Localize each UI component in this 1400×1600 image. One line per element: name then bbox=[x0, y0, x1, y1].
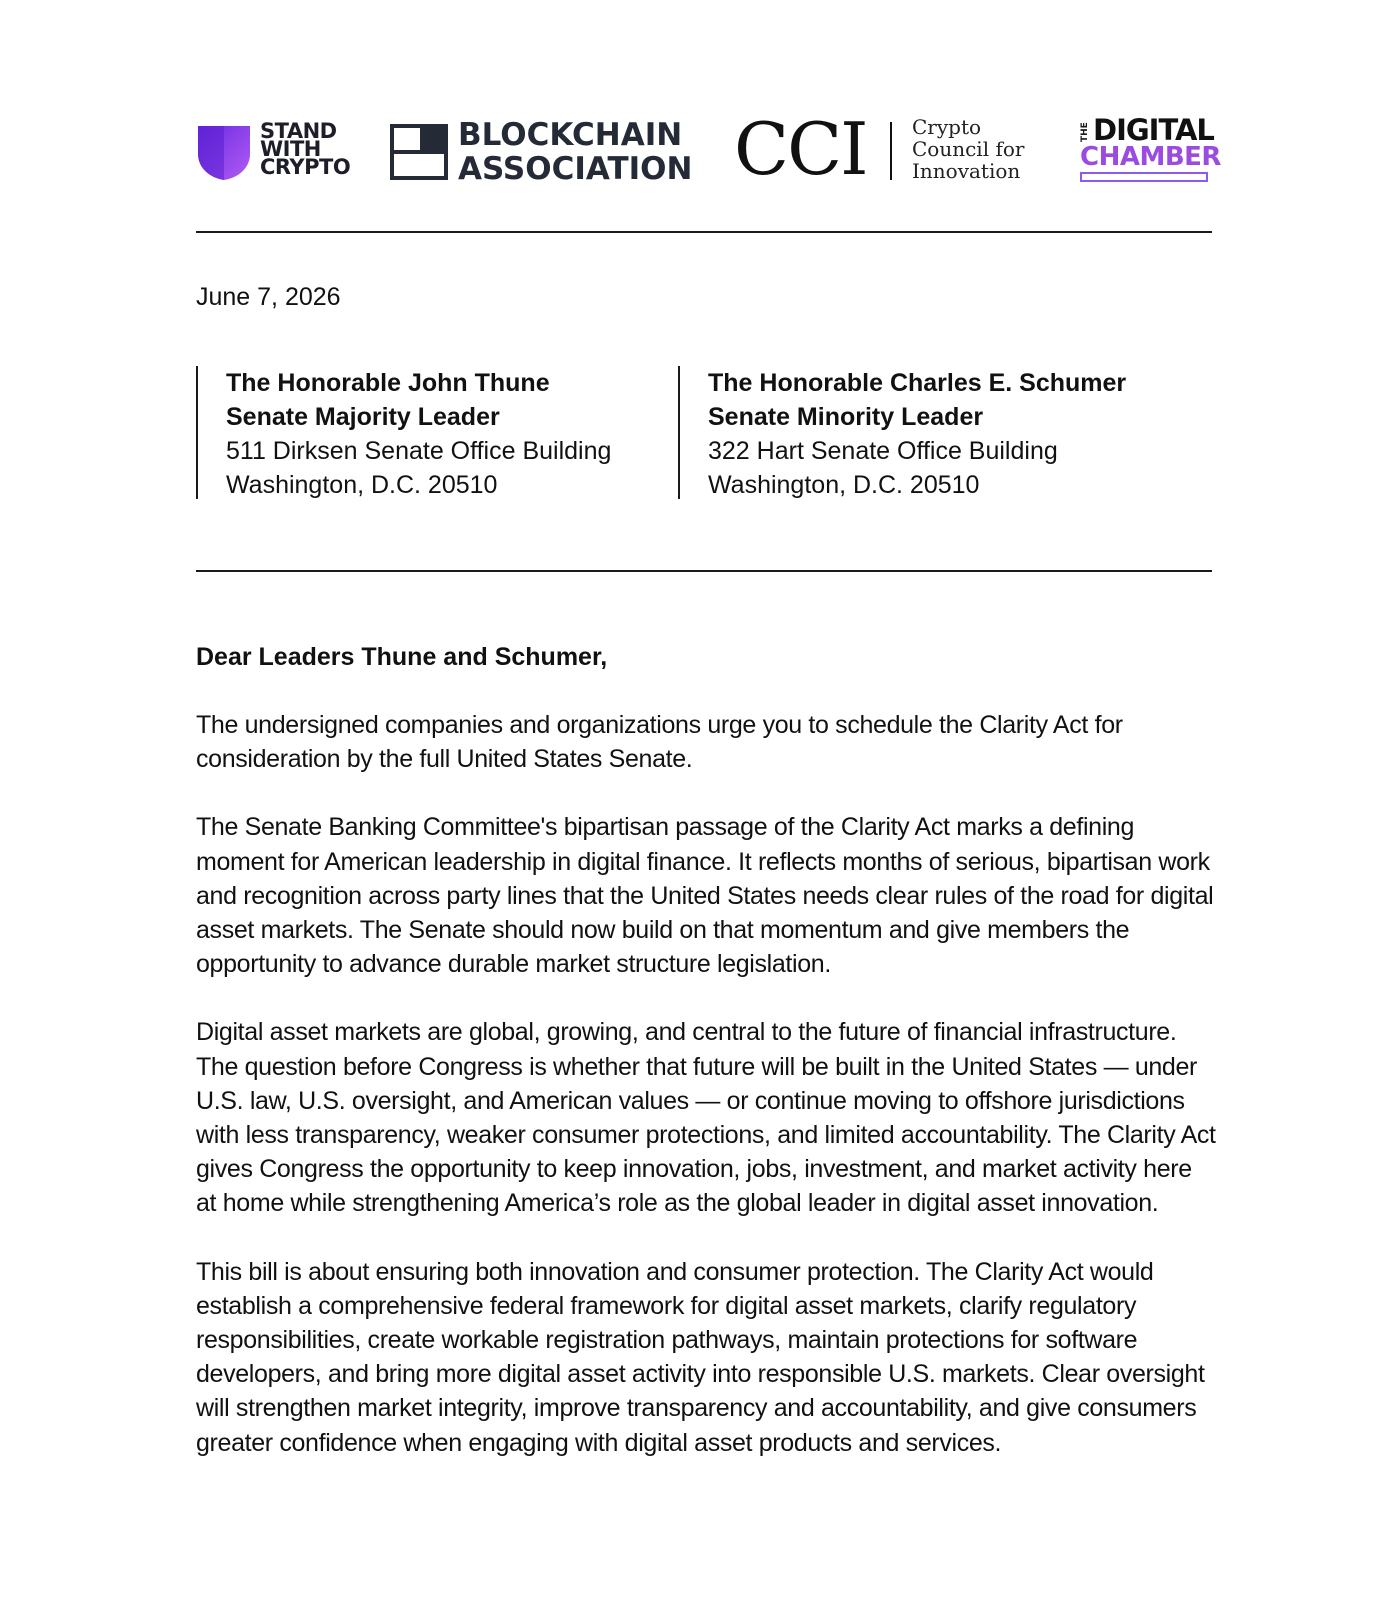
cci-mark: CCI bbox=[734, 107, 867, 191]
bca-word-1: BLOCKCHAIN bbox=[458, 117, 683, 153]
paragraph-4: This bill is about ensuring both innovation and consumer protection. The Clarity Act would establish a comprehensive federal framework for digital asset markets, clarify regulatory responsibilities, create workable registration pathways, maintain protections for software developers, and bring more digital asset activity into responsible U.S. markets. Clear oversight will strengthen market integrity, improve transparency and accountability, and give consumers greater confidence when engaging with digital asset products and services. bbox=[196, 1257, 1205, 1457]
address-divider bbox=[196, 570, 1212, 572]
letter-body bbox=[196, 640, 1216, 1494]
cci-divider bbox=[890, 122, 892, 180]
header-divider bbox=[196, 231, 1212, 233]
stand-with-crypto-shield-icon bbox=[196, 124, 252, 182]
addressee-name: The Honorable Charles E. Schumer bbox=[708, 369, 1127, 397]
cci-line-3: Innovation bbox=[912, 159, 1021, 183]
addressee-city: Washington, D.C. 20510 bbox=[226, 471, 498, 499]
addressee-office: Senate Minority Leader bbox=[708, 403, 984, 431]
crypto-council-for-innovation-logo bbox=[734, 107, 1034, 191]
salutation: Dear Leaders Thune and Schumer, bbox=[196, 643, 608, 671]
cci-line-2: Council for bbox=[912, 137, 1025, 161]
addressee-name: The Honorable John Thune bbox=[226, 369, 550, 397]
stand-with-crypto-logo bbox=[196, 119, 356, 186]
addressee-street: 511 Dirksen Senate Office Building bbox=[226, 437, 612, 465]
addressee-office: Senate Majority Leader bbox=[226, 403, 500, 431]
cci-line-1: Crypto bbox=[912, 115, 982, 139]
letter-date: June 7, 2026 bbox=[196, 283, 341, 311]
addressee-majority-leader bbox=[196, 366, 676, 499]
sponsor-logos bbox=[196, 107, 1221, 196]
digital-chamber-bar bbox=[1080, 172, 1208, 182]
bca-word-2: ASSOCIATION bbox=[458, 151, 693, 187]
blockchain-association-logo bbox=[390, 116, 693, 187]
addressee-minority-leader bbox=[678, 366, 1212, 499]
addressee-street: 322 Hart Senate Office Building bbox=[708, 437, 1058, 465]
paragraph-1: The undersigned companies and organizations urge you to schedule the Clarity Act for consideration by the full United States Senate. bbox=[196, 711, 1123, 774]
swc-word-2: WITH bbox=[260, 137, 321, 161]
digital-chamber-the: THE bbox=[1080, 122, 1090, 142]
swc-word-1: STAND bbox=[260, 119, 337, 143]
digital-chamber-chamber: CHAMBER bbox=[1080, 142, 1221, 172]
paragraph-3: Digital asset markets are global, growing, and central to the future of financial infrastructure. The question before Congress is whether that future will be built in the United States — under U.S. law, U.S. oversight, and American values — or continue moving to offshore jurisdictions with less transparency, weaker consumer protections, and limited accountability. The Clarity Act gives Congress the opportunity to keep innovation, jobs, investment, and market activity here at home while strengthening America’s role as the global leader in digital asset innovation. bbox=[196, 1018, 1216, 1218]
paragraph-2: The Senate Banking Committee's bipartisan passage of the Clarity Act marks a defining moment for American leadership in digital finance. It reflects months of serious, bipartisan work and recognition across party lines that the United States needs clear rules of the road for digital asset markets. The Senate should now build on that momentum and give members the opportunity to advance durable market structure legislation. bbox=[196, 813, 1214, 979]
digital-chamber-digital: DIGITAL bbox=[1093, 113, 1214, 147]
blockchain-association-mark-icon bbox=[390, 124, 448, 180]
swc-word-3: CRYPTO bbox=[260, 155, 351, 179]
digital-chamber-logo bbox=[1080, 113, 1221, 186]
addressee-city: Washington, D.C. 20510 bbox=[708, 471, 980, 499]
